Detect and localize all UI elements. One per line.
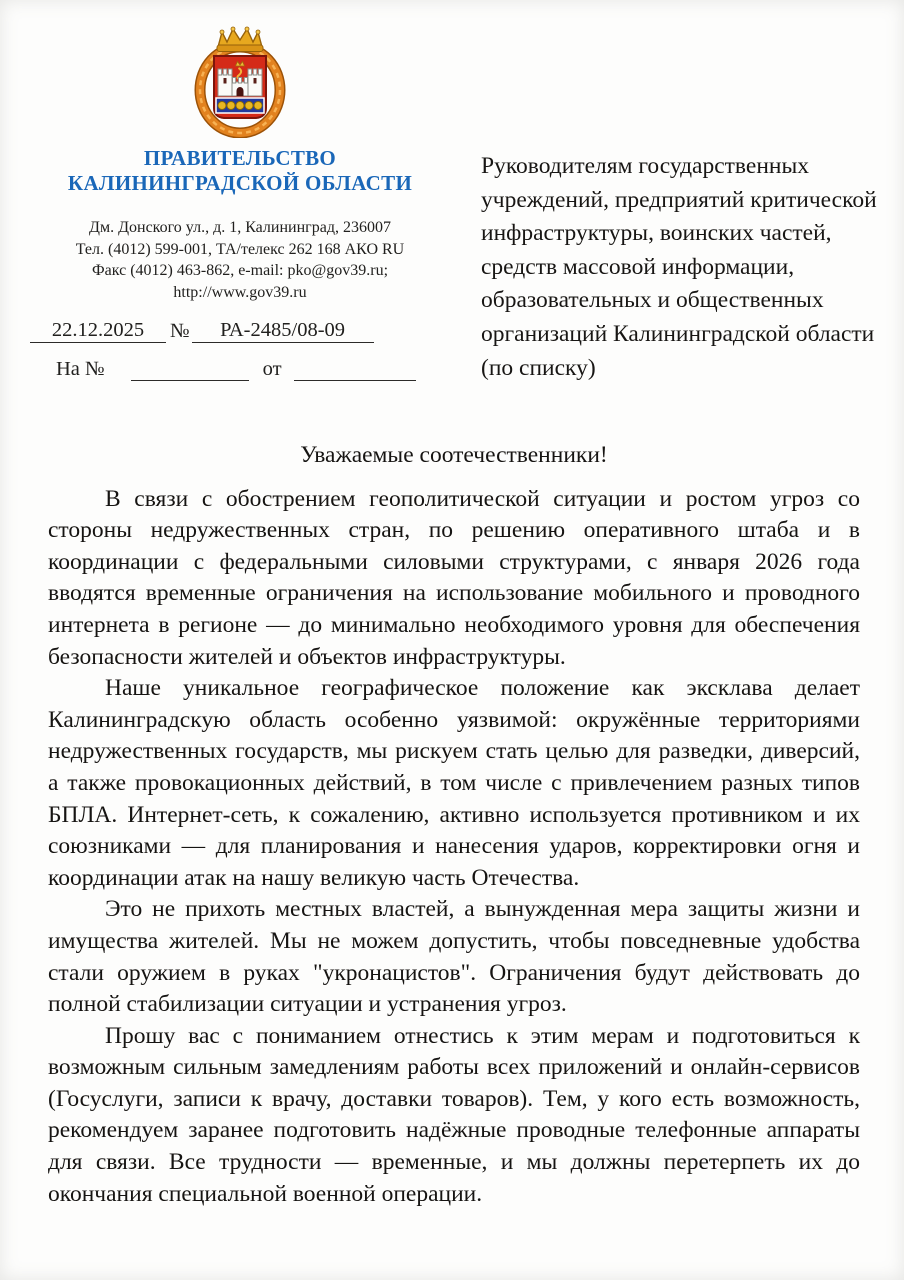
- address-line: Тел. (4012) 599-001, ТА/телекс 262 168 АКО RU: [75, 240, 405, 258]
- org-name-line2: КАЛИНИНГРАДСКОЙ ОБЛАСТИ: [67, 171, 413, 195]
- number-sign: №: [170, 320, 190, 342]
- date-number-row: [30, 319, 440, 343]
- letter-body: [48, 440, 860, 1210]
- recipient-line: организаций Калининградской области: [481, 320, 875, 347]
- reply-reference-row: [40, 357, 440, 381]
- address-line: Факс (4012) 463-862, e-mail: pko@gov39.ru;: [91, 262, 389, 279]
- number-field: РА-2485/08-09: [192, 319, 374, 343]
- recipient-line: средств массовой информации,: [481, 253, 795, 280]
- letterhead: [40, 24, 440, 381]
- recipient-line: (по списку): [481, 354, 596, 381]
- address-line: Дм. Донского ул., д. 1, Калининград, 236007: [89, 219, 391, 236]
- body-paragraphs: [48, 484, 860, 1211]
- body-paragraph: Наше уникальное географическое положение как эксклава делает Калининградскую область особенно уязвимой: окружённые территориями недружественных государств, мы рискуем стать целью для разведки, диверсий, а также провокационных действий, в том числе с привлечением разных типов БПЛА. Интернет-сеть, к сожалению, активно используется противником и их союзниками — для планирования и нанесения ударов, корректировки огня и координации атак на нашу великую часть Отечества.: [48, 675, 860, 891]
- recipient-line: инфраструктуры, воинских частей,: [481, 220, 832, 247]
- reply-date-label: от: [262, 357, 282, 380]
- reply-date-blank-field: [294, 357, 416, 381]
- org-name: [40, 146, 440, 196]
- date-field: 22.12.2025: [30, 319, 166, 343]
- reply-number-blank-field: [131, 357, 249, 381]
- recipient-line: Руководителям государственных: [481, 153, 810, 179]
- body-paragraph: Прошу вас с пониманием отнестись к этим мерам и подготовиться к возможным сильным замедлениям работы всех приложений и онлайн-сервисов (Госуслуги, записи к врачу, доставки товаров). Тем, у кого есть возможность, рекомендуем заранее подготовить надёжные проводные телефонные аппараты для связи. Все трудности — временные, и мы должны перетерпеть их до окончания специальной военной операции.: [48, 1022, 860, 1207]
- body-paragraph: В связи с обострением геополитической ситуации и ростом угроз со стороны недружественных стран, по решению оперативного штаба и в координации с федеральными силовыми структурами, с января 2026 года вводятся временные ограничения на использование мобильного и проводного интернета в регионе — до минимально необходимого уровня для обеспечения безопасности жителей и объектов инфраструктуры.: [48, 485, 860, 670]
- org-name-line1: ПРАВИТЕЛЬСТВО: [143, 146, 337, 170]
- salutation: Уважаемые соотечественники!: [300, 442, 608, 468]
- address-line: http://www.gov39.ru: [173, 283, 307, 301]
- recipient-line: образовательных и общественных: [481, 287, 824, 314]
- recipient-block: [481, 150, 891, 385]
- kaliningrad-coat-of-arms-icon: [188, 24, 292, 138]
- reply-number-label: На №: [56, 357, 105, 380]
- org-address: [40, 217, 440, 303]
- body-paragraph: Это не прихоть местных властей, а вынужденная мера защиты жизни и имущества жителей. Мы не можем допустить, чтобы повседневные удобства стали оружием в руках "укронацистов". Ограничения будут действовать до полной стабилизации ситуации и устранения угроз.: [48, 896, 860, 1018]
- recipient-line: учреждений, предприятий критической: [481, 186, 877, 213]
